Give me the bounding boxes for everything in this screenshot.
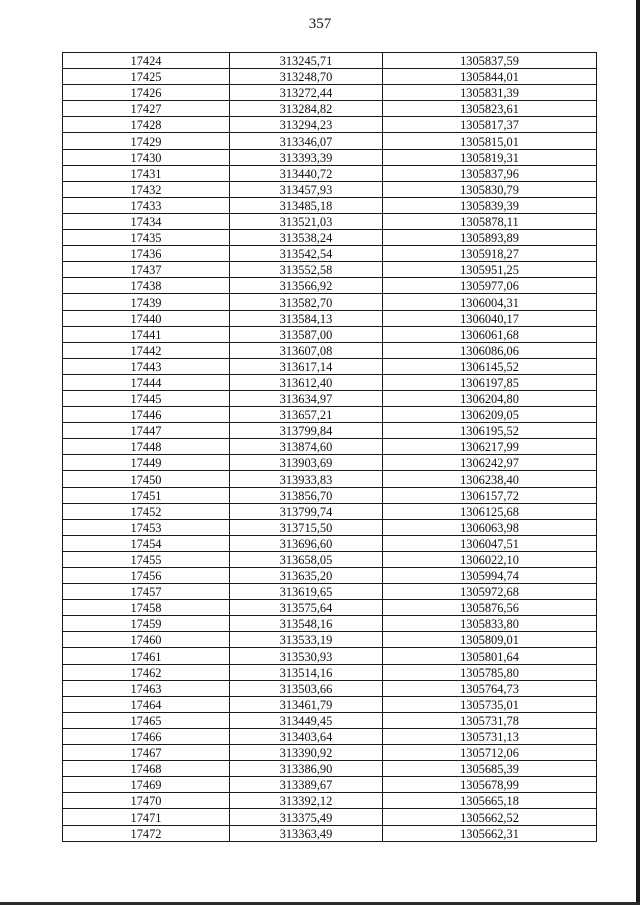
y-coordinate-cell: 1306125,68 <box>383 503 597 519</box>
point-number-cell: 17452 <box>63 503 230 519</box>
y-coordinate-cell: 1305876,56 <box>383 600 597 616</box>
y-coordinate-cell: 1305951,25 <box>383 262 597 278</box>
table-row <box>63 342 597 358</box>
y-coordinate-cell: 1305731,78 <box>383 712 597 728</box>
x-coordinate-cell: 313538,24 <box>230 230 383 246</box>
point-number-cell: 17431 <box>63 165 230 181</box>
point-number-cell: 17433 <box>63 197 230 213</box>
point-number-cell: 17455 <box>63 551 230 567</box>
y-coordinate-cell: 1305735,01 <box>383 696 597 712</box>
y-coordinate-cell: 1305839,39 <box>383 197 597 213</box>
x-coordinate-cell: 313617,14 <box>230 358 383 374</box>
point-number-cell: 17429 <box>63 133 230 149</box>
point-number-cell: 17449 <box>63 455 230 471</box>
y-coordinate-cell: 1305817,37 <box>383 117 597 133</box>
y-coordinate-cell: 1305972,68 <box>383 584 597 600</box>
x-coordinate-cell: 313612,40 <box>230 374 383 390</box>
table-row <box>63 165 597 181</box>
x-coordinate-cell: 313903,69 <box>230 455 383 471</box>
point-number-cell: 17466 <box>63 728 230 744</box>
point-number-cell: 17451 <box>63 487 230 503</box>
y-coordinate-cell: 1305893,89 <box>383 230 597 246</box>
table-row <box>63 584 597 600</box>
table-row <box>63 101 597 117</box>
table-row <box>63 358 597 374</box>
table-row <box>63 246 597 262</box>
point-number-cell: 17442 <box>63 342 230 358</box>
y-coordinate-cell: 1305712,06 <box>383 745 597 761</box>
x-coordinate-cell: 313575,64 <box>230 600 383 616</box>
table-row <box>63 600 597 616</box>
point-number-cell: 17424 <box>63 53 230 69</box>
point-number-cell: 17457 <box>63 584 230 600</box>
table-row <box>63 616 597 632</box>
x-coordinate-cell: 313375,49 <box>230 809 383 825</box>
point-number-cell: 17454 <box>63 535 230 551</box>
table-row <box>63 809 597 825</box>
x-coordinate-cell: 313530,93 <box>230 648 383 664</box>
table-row <box>63 503 597 519</box>
x-coordinate-cell: 313389,67 <box>230 777 383 793</box>
x-coordinate-cell: 313533,19 <box>230 632 383 648</box>
y-coordinate-cell: 1305833,80 <box>383 616 597 632</box>
x-coordinate-cell: 313542,54 <box>230 246 383 262</box>
y-coordinate-cell: 1306157,72 <box>383 487 597 503</box>
x-coordinate-cell: 313248,70 <box>230 69 383 85</box>
table-row <box>63 133 597 149</box>
point-number-cell: 17446 <box>63 407 230 423</box>
point-number-cell: 17444 <box>63 374 230 390</box>
y-coordinate-cell: 1306061,68 <box>383 326 597 342</box>
x-coordinate-cell: 313548,16 <box>230 616 383 632</box>
x-coordinate-cell: 313284,82 <box>230 101 383 117</box>
point-number-cell: 17471 <box>63 809 230 825</box>
table-row <box>63 761 597 777</box>
point-number-cell: 17432 <box>63 181 230 197</box>
table-row <box>63 568 597 584</box>
y-coordinate-cell: 1305678,99 <box>383 777 597 793</box>
x-coordinate-cell: 313245,71 <box>230 53 383 69</box>
x-coordinate-cell: 313696,60 <box>230 535 383 551</box>
x-coordinate-cell: 313658,05 <box>230 551 383 567</box>
x-coordinate-cell: 313799,74 <box>230 503 383 519</box>
y-coordinate-cell: 1306197,85 <box>383 374 597 390</box>
y-coordinate-cell: 1306004,31 <box>383 294 597 310</box>
point-number-cell: 17427 <box>63 101 230 117</box>
x-coordinate-cell: 313272,44 <box>230 85 383 101</box>
point-number-cell: 17472 <box>63 825 230 841</box>
point-number-cell: 17467 <box>63 745 230 761</box>
x-coordinate-cell: 313449,45 <box>230 712 383 728</box>
x-coordinate-cell: 313933,83 <box>230 471 383 487</box>
table-row <box>63 294 597 310</box>
table-row <box>63 793 597 809</box>
x-coordinate-cell: 313874,60 <box>230 439 383 455</box>
table-row <box>63 535 597 551</box>
y-coordinate-cell: 1305815,01 <box>383 133 597 149</box>
y-coordinate-cell: 1306063,98 <box>383 519 597 535</box>
x-coordinate-cell: 313403,64 <box>230 728 383 744</box>
y-coordinate-cell: 1305878,11 <box>383 213 597 229</box>
point-number-cell: 17453 <box>63 519 230 535</box>
scan-edge-right <box>636 0 640 905</box>
y-coordinate-cell: 1306238,40 <box>383 471 597 487</box>
y-coordinate-cell: 1306040,17 <box>383 310 597 326</box>
x-coordinate-cell: 313799,84 <box>230 423 383 439</box>
table-row <box>63 423 597 439</box>
y-coordinate-cell: 1306209,05 <box>383 407 597 423</box>
table-row <box>63 471 597 487</box>
x-coordinate-cell: 313485,18 <box>230 197 383 213</box>
point-number-cell: 17439 <box>63 294 230 310</box>
y-coordinate-cell: 1305731,13 <box>383 728 597 744</box>
point-number-cell: 17441 <box>63 326 230 342</box>
point-number-cell: 17438 <box>63 278 230 294</box>
y-coordinate-cell: 1305785,80 <box>383 664 597 680</box>
table-row <box>63 197 597 213</box>
y-coordinate-cell: 1305830,79 <box>383 181 597 197</box>
x-coordinate-cell: 313584,13 <box>230 310 383 326</box>
table-row <box>63 181 597 197</box>
y-coordinate-cell: 1306086,06 <box>383 342 597 358</box>
x-coordinate-cell: 313566,92 <box>230 278 383 294</box>
y-coordinate-cell: 1306242,97 <box>383 455 597 471</box>
coordinates-table-body <box>63 53 597 842</box>
table-row <box>63 310 597 326</box>
x-coordinate-cell: 313635,20 <box>230 568 383 584</box>
table-row <box>63 777 597 793</box>
page-number: 357 <box>308 16 332 32</box>
y-coordinate-cell: 1305831,39 <box>383 85 597 101</box>
y-coordinate-cell: 1305665,18 <box>383 793 597 809</box>
table-row <box>63 519 597 535</box>
x-coordinate-cell: 313634,97 <box>230 390 383 406</box>
y-coordinate-cell: 1306217,99 <box>383 439 597 455</box>
table-row <box>63 374 597 390</box>
table-row <box>63 53 597 69</box>
point-number-cell: 17425 <box>63 69 230 85</box>
x-coordinate-cell: 313552,58 <box>230 262 383 278</box>
x-coordinate-cell: 313514,16 <box>230 664 383 680</box>
y-coordinate-cell: 1305764,73 <box>383 680 597 696</box>
point-number-cell: 17456 <box>63 568 230 584</box>
point-number-cell: 17470 <box>63 793 230 809</box>
x-coordinate-cell: 313503,66 <box>230 680 383 696</box>
table-row <box>63 407 597 423</box>
x-coordinate-cell: 313582,70 <box>230 294 383 310</box>
table-row <box>63 825 597 841</box>
point-number-cell: 17460 <box>63 632 230 648</box>
point-number-cell: 17434 <box>63 213 230 229</box>
x-coordinate-cell: 313393,39 <box>230 149 383 165</box>
y-coordinate-cell: 1305662,31 <box>383 825 597 841</box>
table-row <box>63 390 597 406</box>
point-number-cell: 17436 <box>63 246 230 262</box>
point-number-cell: 17459 <box>63 616 230 632</box>
table-row <box>63 455 597 471</box>
table-row <box>63 745 597 761</box>
x-coordinate-cell: 313657,21 <box>230 407 383 423</box>
coordinates-table <box>62 52 597 842</box>
point-number-cell: 17445 <box>63 390 230 406</box>
x-coordinate-cell: 313715,50 <box>230 519 383 535</box>
point-number-cell: 17447 <box>63 423 230 439</box>
y-coordinate-cell: 1305994,74 <box>383 568 597 584</box>
x-coordinate-cell: 313346,07 <box>230 133 383 149</box>
table-row <box>63 278 597 294</box>
y-coordinate-cell: 1306195,52 <box>383 423 597 439</box>
table-row <box>63 69 597 85</box>
table-row <box>63 326 597 342</box>
y-coordinate-cell: 1305809,01 <box>383 632 597 648</box>
y-coordinate-cell: 1306022,10 <box>383 551 597 567</box>
y-coordinate-cell: 1305837,96 <box>383 165 597 181</box>
point-number-cell: 17430 <box>63 149 230 165</box>
x-coordinate-cell: 313856,70 <box>230 487 383 503</box>
table-row <box>63 728 597 744</box>
table-row <box>63 551 597 567</box>
point-number-cell: 17428 <box>63 117 230 133</box>
x-coordinate-cell: 313386,90 <box>230 761 383 777</box>
table-row <box>63 439 597 455</box>
table-row <box>63 632 597 648</box>
y-coordinate-cell: 1305819,31 <box>383 149 597 165</box>
x-coordinate-cell: 313440,72 <box>230 165 383 181</box>
table-row <box>63 230 597 246</box>
x-coordinate-cell: 313457,93 <box>230 181 383 197</box>
point-number-cell: 17426 <box>63 85 230 101</box>
y-coordinate-cell: 1305823,61 <box>383 101 597 117</box>
point-number-cell: 17435 <box>63 230 230 246</box>
point-number-cell: 17468 <box>63 761 230 777</box>
y-coordinate-cell: 1306145,52 <box>383 358 597 374</box>
x-coordinate-cell: 313587,00 <box>230 326 383 342</box>
table-row <box>63 213 597 229</box>
table-row <box>63 648 597 664</box>
point-number-cell: 17443 <box>63 358 230 374</box>
point-number-cell: 17469 <box>63 777 230 793</box>
table-row <box>63 149 597 165</box>
table-row <box>63 85 597 101</box>
x-coordinate-cell: 313363,49 <box>230 825 383 841</box>
table-row <box>63 664 597 680</box>
x-coordinate-cell: 313461,79 <box>230 696 383 712</box>
table-row <box>63 680 597 696</box>
y-coordinate-cell: 1305801,64 <box>383 648 597 664</box>
y-coordinate-cell: 1305685,39 <box>383 761 597 777</box>
x-coordinate-cell: 313390,92 <box>230 745 383 761</box>
point-number-cell: 17440 <box>63 310 230 326</box>
y-coordinate-cell: 1305844,01 <box>383 69 597 85</box>
y-coordinate-cell: 1305977,06 <box>383 278 597 294</box>
x-coordinate-cell: 313294,23 <box>230 117 383 133</box>
x-coordinate-cell: 313521,03 <box>230 213 383 229</box>
y-coordinate-cell: 1305662,52 <box>383 809 597 825</box>
point-number-cell: 17464 <box>63 696 230 712</box>
table-row <box>63 487 597 503</box>
x-coordinate-cell: 313619,65 <box>230 584 383 600</box>
x-coordinate-cell: 313392,12 <box>230 793 383 809</box>
point-number-cell: 17448 <box>63 439 230 455</box>
point-number-cell: 17450 <box>63 471 230 487</box>
table-row <box>63 262 597 278</box>
table-row <box>63 712 597 728</box>
point-number-cell: 17437 <box>63 262 230 278</box>
point-number-cell: 17461 <box>63 648 230 664</box>
y-coordinate-cell: 1306204,80 <box>383 390 597 406</box>
point-number-cell: 17463 <box>63 680 230 696</box>
table-row <box>63 696 597 712</box>
x-coordinate-cell: 313607,08 <box>230 342 383 358</box>
point-number-cell: 17465 <box>63 712 230 728</box>
point-number-cell: 17462 <box>63 664 230 680</box>
y-coordinate-cell: 1305837,59 <box>383 53 597 69</box>
y-coordinate-cell: 1306047,51 <box>383 535 597 551</box>
y-coordinate-cell: 1305918,27 <box>383 246 597 262</box>
point-number-cell: 17458 <box>63 600 230 616</box>
table-row <box>63 117 597 133</box>
